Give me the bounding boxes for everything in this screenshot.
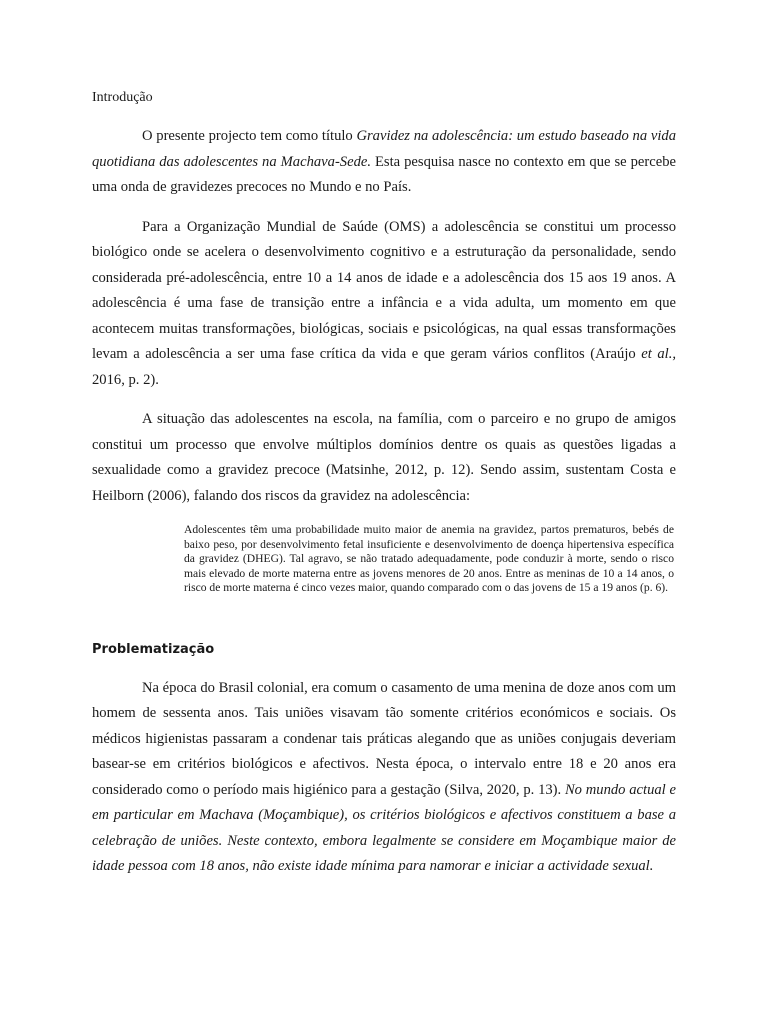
block-quote: Adolescentes têm uma probabilidade muito maior de anemia na gravidez, partos prematuros, bebés de baixo peso, por desenvolvimento fetal insuficiente e desenvolvimento de doença hipertensiva específica da gravidez (DHEG). Tal agravo, se não tratado adequadamente, pode conduzir à morte, sendo o risco mais elevado de morte materna entre as jovens menores de 20 anos. Entre as meninas de 10 a 14 anos, o risco de morte materna é cinco vezes maior, quando comparado com o das jovens de 15 a 19 anos (p. 6). bbox=[184, 523, 674, 594]
problem-p1-italic: No mundo actual e em particular em Machava (Moçambique), os critérios biológicos e afectivos constituem a base a celebração de uniões. Neste contexto, embora legalmente se considere em Moçambique maior de idade pessoa com 18 anos, não existe idade mínima para namorar e iniciar a actividade sexual. bbox=[92, 781, 676, 874]
et-al: et al., bbox=[641, 346, 676, 362]
problem-p1-text-a: Na época do Brasil colonial, era comum o casamento de uma menina de doze anos com um homem de sessenta anos. Tais uniões visavam tão somente critérios económicos e sociais. Os médicos higienistas passaram a condenar tais práticas alegando que as uniões conjugais deveriam basear-se em critérios biológicos e afectivos. Nesta época, o intervalo entre 18 e 20 anos era considerado como o período mais higiénico para a gestação (Silva, 2020, p. 13). bbox=[92, 679, 676, 798]
intro-p2-text-b: 2016, p. 2). bbox=[92, 371, 159, 388]
intro-p2-text-a: Para a Organização Mundial de Saúde (OMS) a adolescência se constitui um processo biológico onde se acelera o desenvolvimento cognitivo e a estruturação da personalidade, sendo considerada pré-adolescência, entre 10 a 14 anos de idade e a adolescência dos 15 aos 19 anos. A adolescência é uma fase de transição entre a infância e a vida adulta, um momento em que acontecem muitas transformações, biológicas, sociais e psicológicas, na qual essas transformações levam a adolescência a ser uma fase crítica da vida e que geram vários conflitos (Araújo bbox=[92, 218, 676, 362]
intro-p1-text-a: O presente projecto tem como título bbox=[142, 128, 357, 144]
intro-p1-text-b: Esta pesquisa nasce no contexto em que se percebe uma onda de gravidezes precoces no Mundo e no País. bbox=[92, 153, 676, 195]
project-title: Gravidez na adolescência: um estudo baseado na vida quotidiana das adolescentes na Machava-Sede. bbox=[92, 128, 676, 170]
problem-heading: Problematização bbox=[92, 641, 215, 657]
intro-paragraph-3: A situação das adolescentes na escola, na família, com o parceiro e no grupo de amigos constitui um processo que envolve múltiplos domínios dentre os quais as questões ligadas a sexualidade como a gravidez precoce (Matsinhe, 2012, p. 12). Sendo assim, sustentam Costa e Heilborn (2006), falando dos riscos da gravidez na adolescência: bbox=[92, 411, 676, 504]
document-page bbox=[92, 86, 676, 894]
problem-paragraph-1 bbox=[92, 676, 676, 880]
intro-heading: Introdução bbox=[92, 90, 153, 105]
intro-paragraph-2 bbox=[92, 215, 676, 394]
intro-paragraph-1 bbox=[92, 124, 676, 201]
